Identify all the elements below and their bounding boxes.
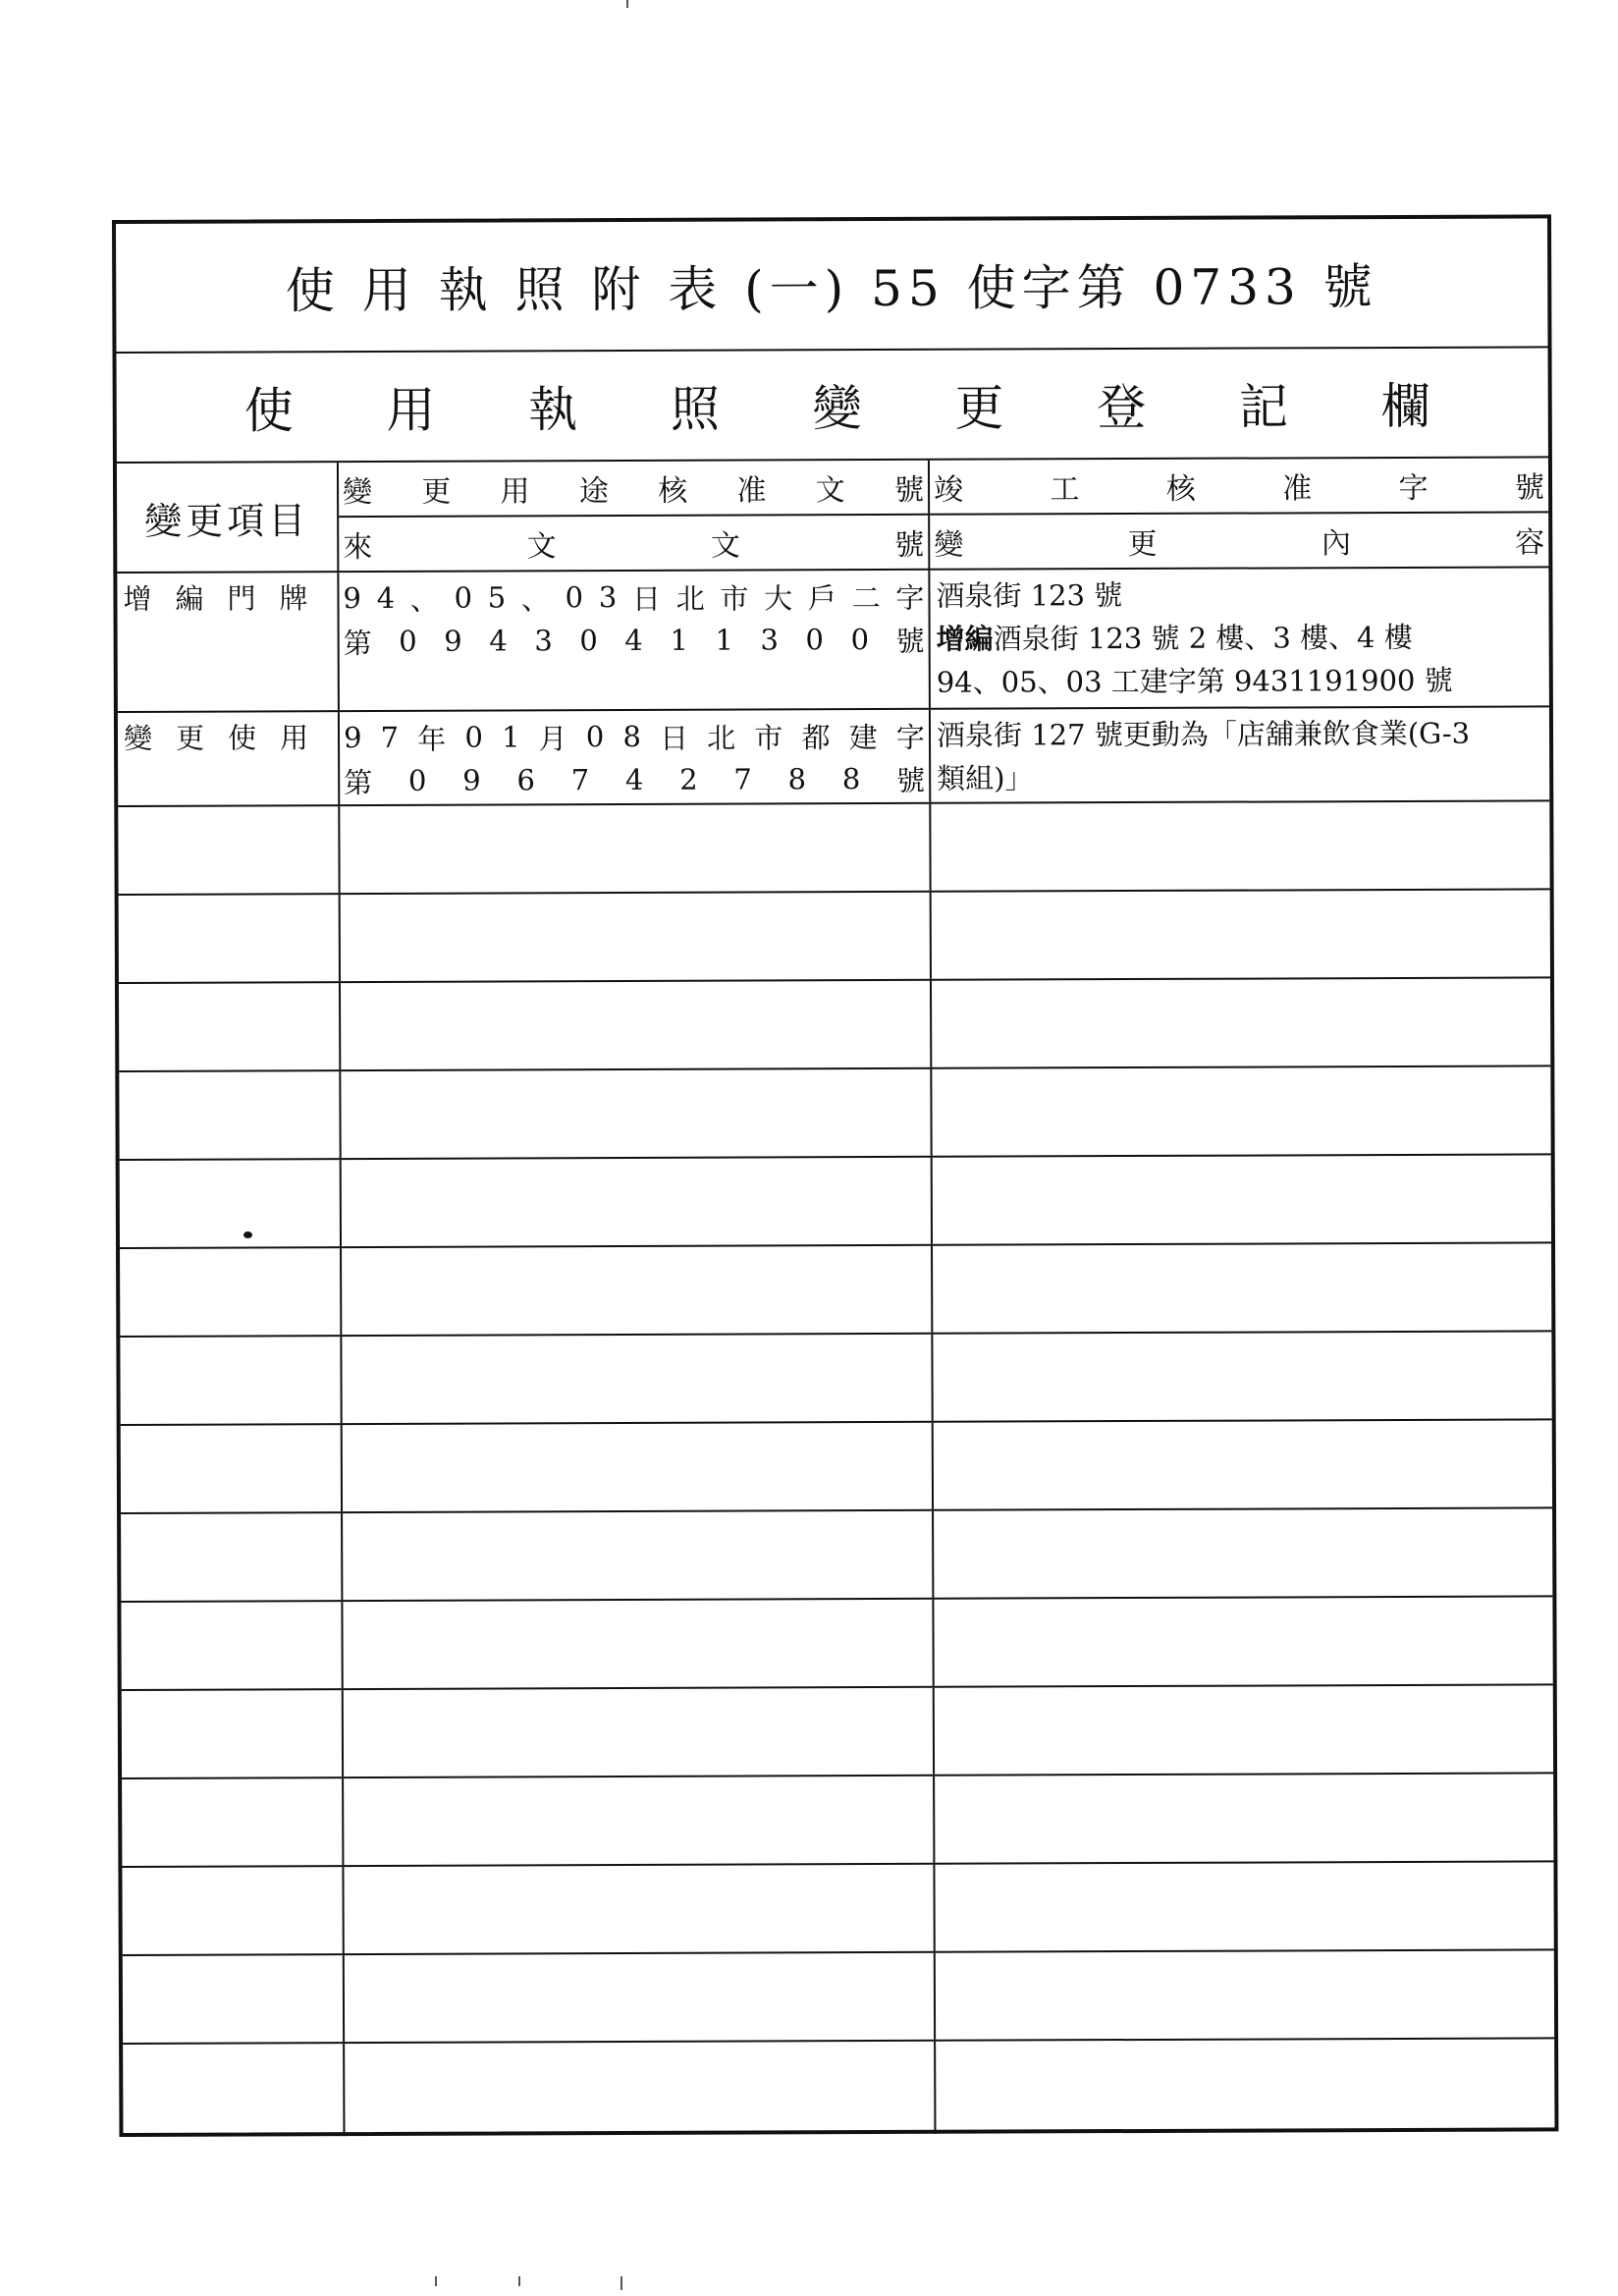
empty-row (119, 890, 1550, 984)
table-row (118, 707, 1549, 807)
empty-row (120, 1332, 1551, 1426)
empty-row (123, 1950, 1554, 2045)
header-char: 工 (1050, 472, 1080, 508)
header-char: 准 (1282, 471, 1313, 507)
empty-row (118, 801, 1549, 896)
empty-row (122, 1774, 1553, 1868)
content-text: 酒泉街 123 號 2 樓、3 樓、4 樓 (993, 620, 1413, 656)
header-char: 竣 (933, 472, 964, 508)
scan-mark-bottom-3 (620, 2276, 622, 2290)
form-subtitle (117, 348, 1548, 464)
empty-row (121, 1597, 1552, 1691)
header-char: 更 (1127, 526, 1158, 563)
header-char: 號 (894, 527, 925, 563)
header-char: 號 (893, 472, 925, 508)
usage-license-form (112, 214, 1558, 2137)
header-char: 容 (1515, 525, 1545, 561)
header-char: 准 (736, 473, 767, 509)
empty-row (119, 978, 1550, 1072)
content-emphasis: 增編 (936, 622, 994, 656)
header-char: 號 (1514, 470, 1545, 506)
entry-doc-number (340, 710, 931, 804)
doc-line: 9 4 、 0 5 、 0 3 日 北 市 大 戶 二 字 (343, 580, 925, 617)
subtitle-char: 執 (528, 381, 578, 439)
subtitle-char: 更 (954, 379, 1004, 437)
empty-row (121, 1508, 1552, 1603)
content-line: 酒泉街 127 號更動為「店舖兼飲食業(G-3 (936, 716, 1471, 752)
entry-content (930, 568, 1549, 707)
empty-row (120, 1243, 1551, 1338)
scan-mark-top (626, 0, 628, 8)
table-row (117, 568, 1549, 713)
header-completion-approval-number (930, 458, 1548, 515)
empty-row (121, 1420, 1552, 1514)
header-char: 變 (343, 474, 373, 511)
header-char: 用 (500, 474, 530, 510)
subtitle-char: 照 (670, 380, 721, 438)
header-char: 字 (1398, 470, 1429, 506)
header-char: 文 (815, 473, 845, 509)
header-change-item: 變更項目 (117, 463, 339, 574)
entry-item: 變更使用 (118, 712, 340, 805)
doc-line: 第 0 9 6 7 4 2 7 8 8 號 (344, 762, 926, 799)
subtitle-char: 變 (812, 380, 862, 438)
scan-mark-bottom-1 (435, 2276, 437, 2286)
header-char: 內 (1321, 526, 1351, 562)
subtitle-char: 使 (243, 382, 294, 440)
content-line (937, 615, 1543, 660)
change-register-table (117, 458, 1555, 2133)
header-char: 文 (526, 529, 557, 565)
content-line: 類組)」 (937, 761, 1034, 795)
empty-row (122, 1685, 1553, 1779)
header-approval-doc-number (339, 461, 930, 518)
subtitle-char: 登 (1097, 378, 1147, 437)
header-char: 核 (658, 473, 688, 509)
empty-row (122, 1862, 1553, 1956)
doc-line: 9 7 年 0 1 月 0 8 日 北 市 都 建 字 (343, 719, 925, 756)
subtitle-char: 記 (1238, 378, 1289, 436)
header-char: 核 (1165, 471, 1196, 507)
empty-row (120, 1155, 1551, 1249)
header-char: 變 (934, 527, 964, 563)
entry-item: 增編門牌 (117, 573, 340, 711)
header-char: 更 (421, 474, 452, 510)
doc-line: 第 0 9 4 3 0 4 1 1 3 0 0 號 (343, 623, 925, 660)
header-incoming-doc-number (339, 516, 930, 573)
header-char: 文 (710, 528, 741, 564)
header-char: 途 (578, 474, 609, 510)
empty-row (123, 2039, 1554, 2137)
subtitle-char: 欄 (1380, 377, 1430, 436)
form-title: 使 用 執 照 附 表 (一) 55 使字第 0733 號 (116, 218, 1547, 354)
subtitle-char: 用 (386, 381, 436, 439)
entry-content (931, 707, 1549, 801)
content-line: 94、05、03 工建字第 9431191900 號 (936, 663, 1453, 699)
header-change-content (930, 513, 1548, 570)
entry-doc-number (339, 571, 931, 710)
header-char: 來 (343, 529, 373, 566)
scan-mark-bottom-2 (518, 2276, 520, 2286)
content-line: 酒泉街 123 號 (936, 578, 1123, 613)
empty-row (119, 1066, 1550, 1161)
